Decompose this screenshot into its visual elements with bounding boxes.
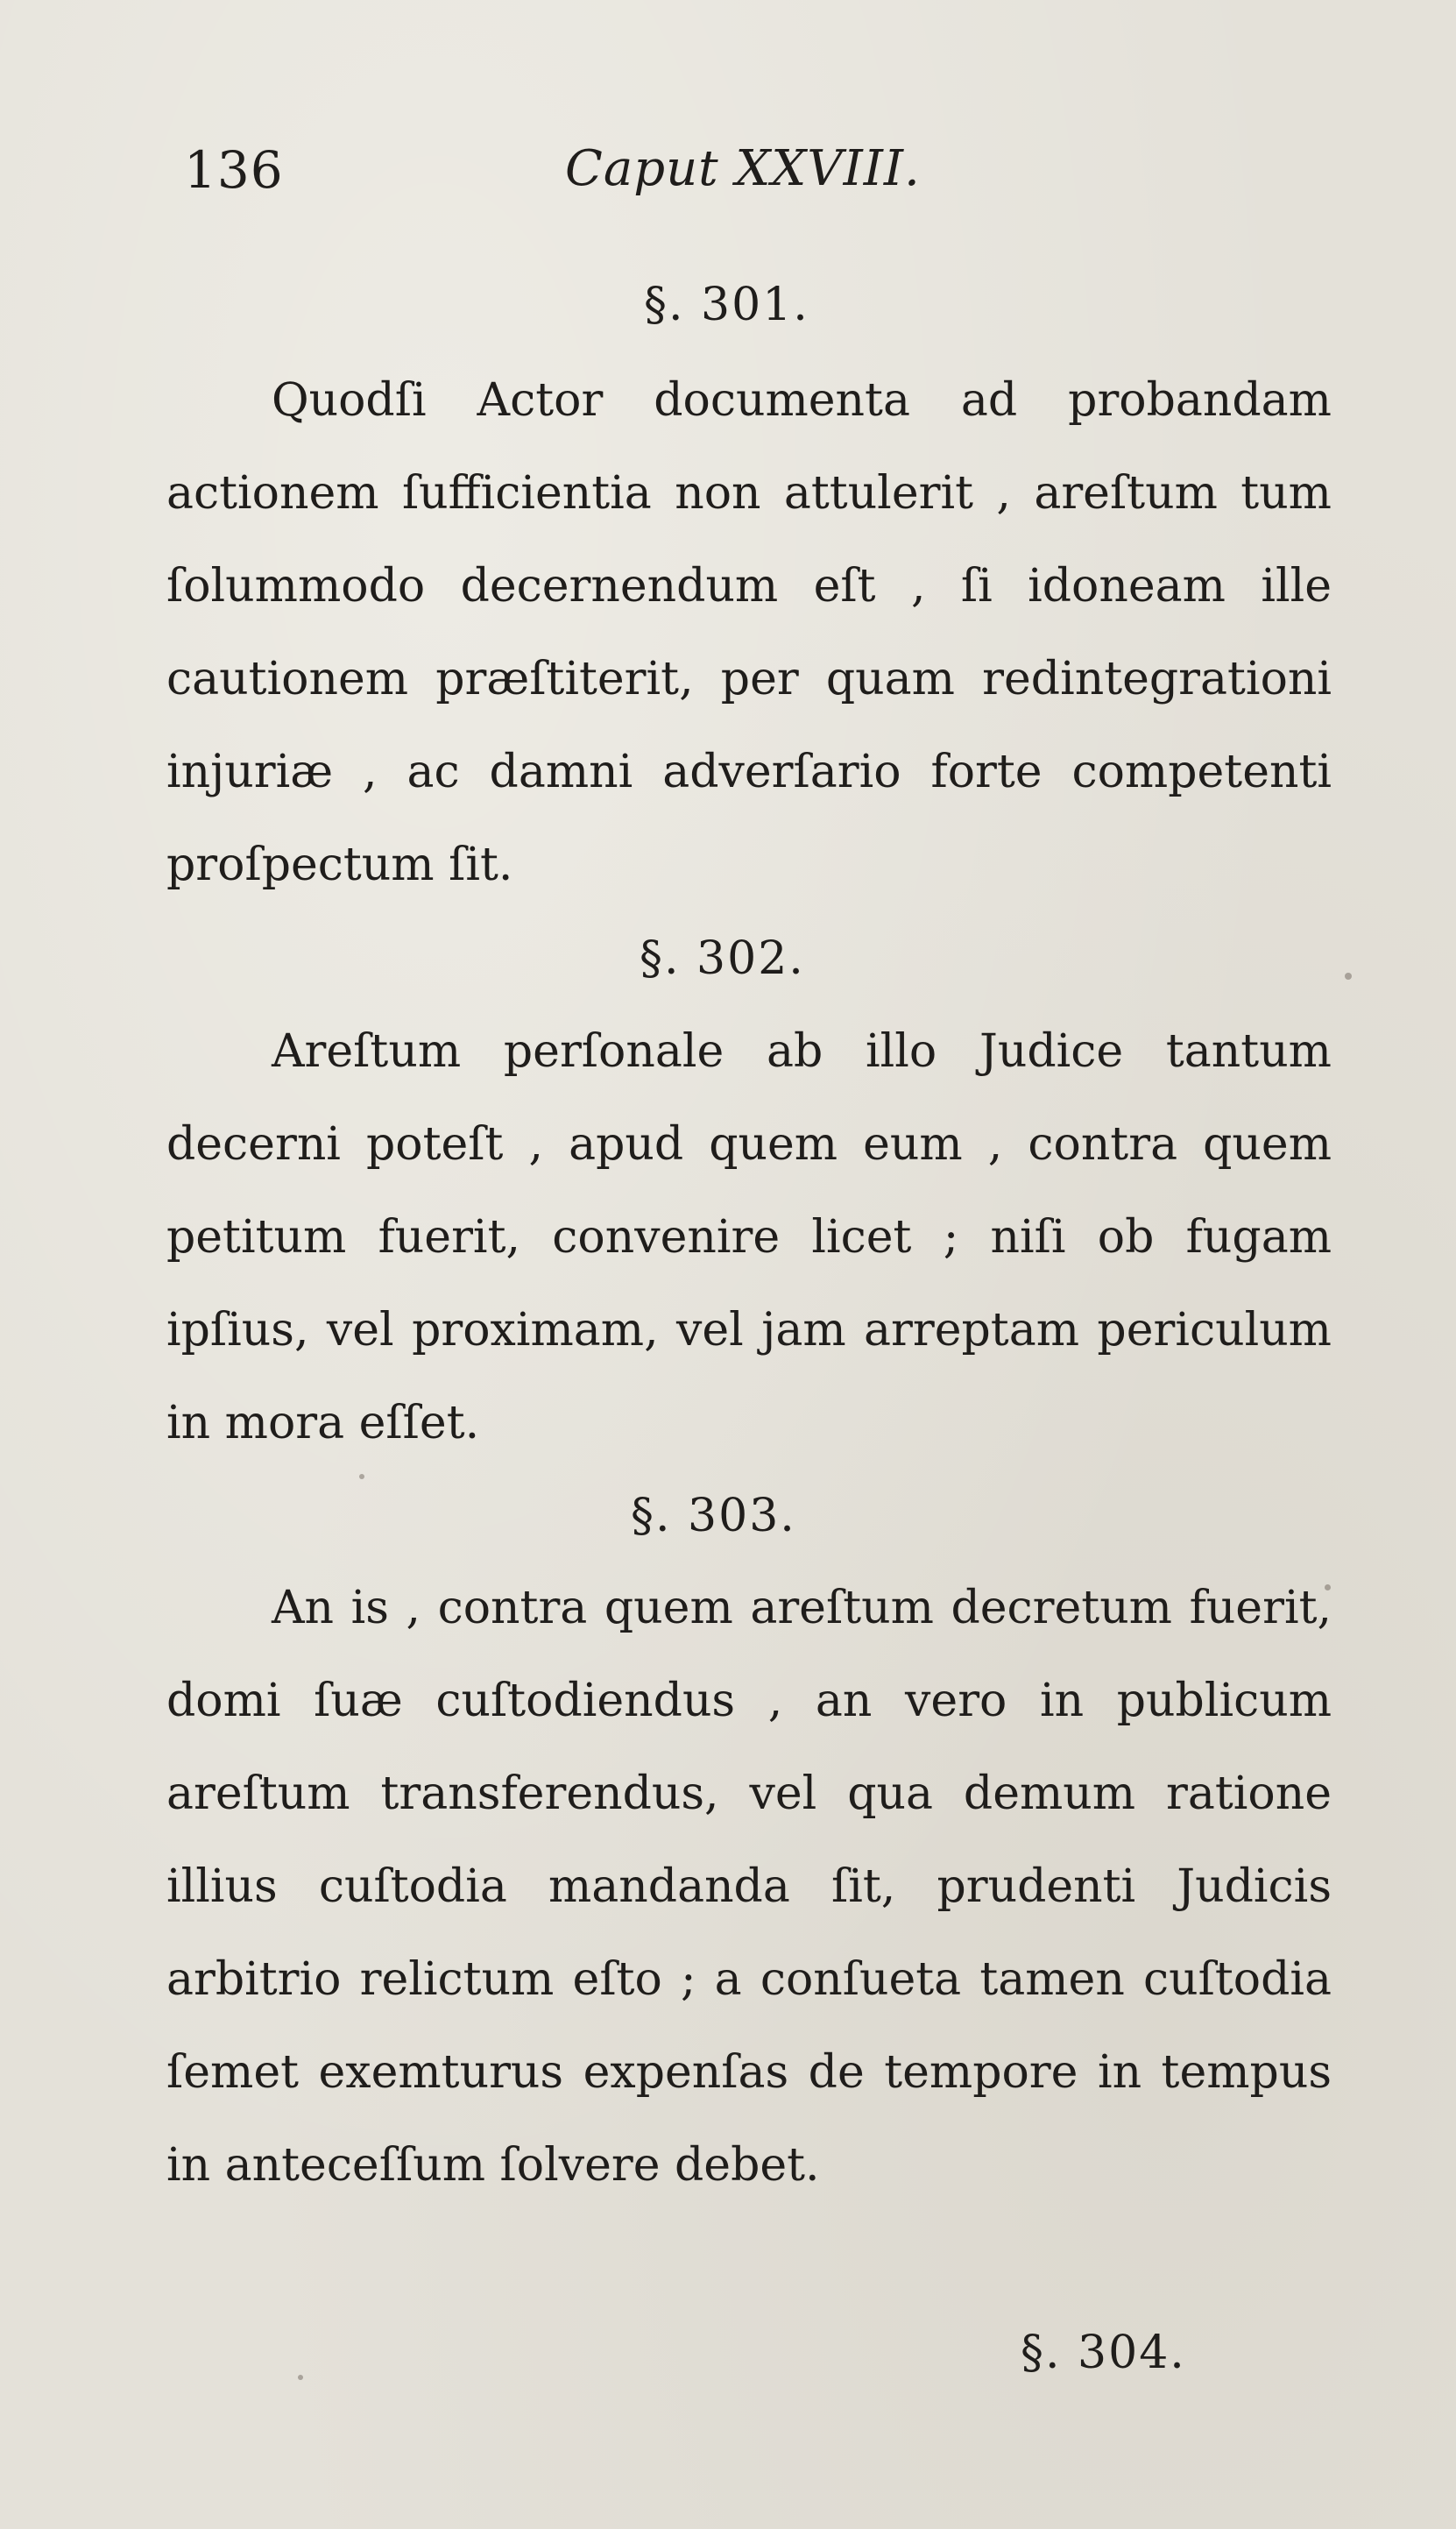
page-number: 136: [184, 140, 284, 200]
section-303-paragraph: An is , contra quem areſtum decretum fuerit, domi ſuæ cuſtodiendus , an vero in publicum areſtum transferendus, vel qua demum ratione illius cuſtodia mandanda ſit, prudenti Judicis arbitrio relictum eſto ; a conſueta tamen cuſtodia ſemet exemturus expenſas de tempore in tempus in anteceſſum ſolvere debet.: [166, 1582, 1332, 2192]
paper-speck: [1345, 973, 1352, 980]
section-301-paragraph: Quodſi Actor documenta ad probandam actionem ſufficientia non attulerit , areſtum tum ſolummodo decernendum eſt , ſi idoneam ille cautionem præſtiterit, per quam redintegrationi injuriæ , ac damni adverſario forte competenti proſpectum ſit.: [166, 374, 1332, 891]
section-heading-302: §. 302.: [640, 932, 805, 985]
paper-speck: [298, 2375, 303, 2380]
paper-speck: [1325, 1584, 1331, 1590]
paper-speck: [359, 1474, 364, 1479]
catchword: §. 304.: [1021, 2327, 1186, 2379]
page-header: [184, 140, 1314, 219]
section-heading-301: §. 301.: [644, 279, 809, 331]
running-head: Caput XXVIII.: [565, 140, 921, 197]
section-302-paragraph: Areſtum perſonale ab illo Judice tantum decerni poteſt , apud quem eum , contra quem petitum fuerit, convenire licet ; niſi ob fugam ipſius, vel proximam, vel jam arreptam periculum in mora eſſet.: [166, 1025, 1332, 1449]
section-heading-303: §. 303.: [631, 1490, 796, 1542]
